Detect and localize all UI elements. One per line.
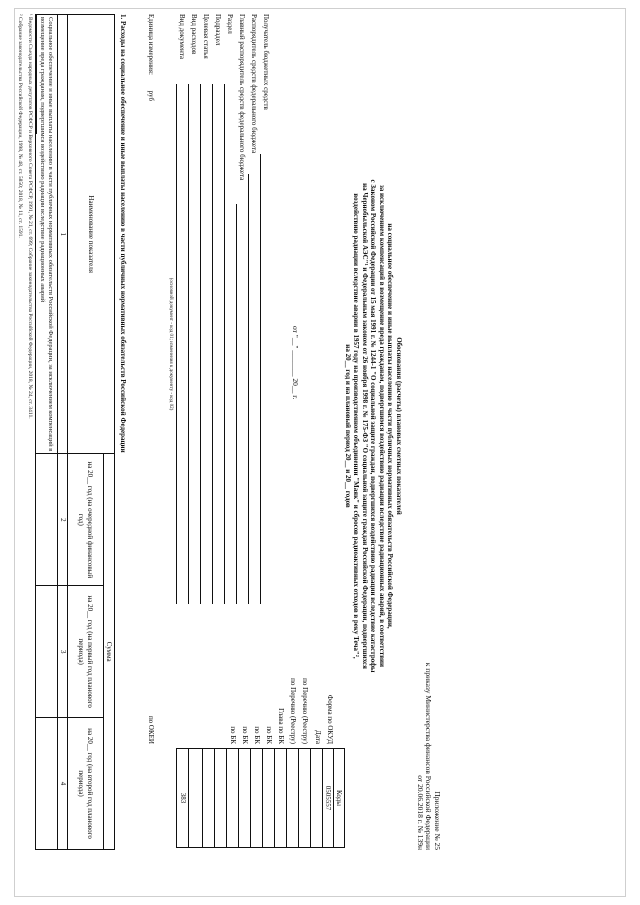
col-header-period: на 20__ год (на второй год планового периода) xyxy=(68,718,104,850)
bk-chapter-label: Глава по БК xyxy=(277,708,285,744)
requisites-block xyxy=(167,14,270,604)
okud-label: Форма по ОКУД xyxy=(326,694,334,744)
requisite-label: Главный распорядитель средств федерального бюджета xyxy=(238,14,246,181)
bk-label: по БК xyxy=(229,726,237,744)
code-cell xyxy=(239,749,251,848)
okei-code: 383 xyxy=(177,749,189,848)
requisite-row xyxy=(198,14,210,604)
requisite-row xyxy=(222,14,234,604)
requisite-row xyxy=(246,14,258,604)
title-line: на 20__ год и на плановый период 20__ и 20__ годов xyxy=(343,344,352,508)
rotated-document xyxy=(0,6,445,856)
code-cell xyxy=(227,749,239,848)
footnotes xyxy=(16,14,33,834)
document-title xyxy=(343,116,403,736)
appendix-header xyxy=(415,550,441,850)
registry-label: по Перечню (Реестру) xyxy=(301,678,309,744)
col-number: 4 xyxy=(58,718,68,850)
col-header-period: на 20__ год (на первый год планового периода) xyxy=(68,586,104,718)
title-line: за исключением компенсаций в возмещение вреда гражданам, подвергшимся воздействию радиации вследствие радиационных аварий, в соответствии xyxy=(377,184,386,668)
appendix-number: Приложение № 25 xyxy=(433,791,442,850)
code-cell xyxy=(215,749,227,848)
requisite-row xyxy=(186,14,198,604)
requisite-label: Получатель бюджетных средств xyxy=(262,14,270,110)
col-header-sum: Сумма xyxy=(104,454,115,850)
requisite-label: Подраздел xyxy=(214,14,222,46)
registry-label: по Перечню (Реестру) xyxy=(289,678,297,744)
bk-label: по БК xyxy=(241,726,249,744)
title-line: воздействию радиации вследствие аварии в 1957 году на производственном объединении "Маяк" и сбросов радиоактивных отходов в реку Теча"², xyxy=(352,193,361,659)
expenses-table xyxy=(35,14,115,850)
code-cell xyxy=(189,749,203,848)
title-line: Обоснования (расчеты) плановых сметных показателей xyxy=(395,337,403,515)
code-cell xyxy=(287,749,299,848)
unit-label: Единица измерения: xyxy=(147,14,155,75)
date-code-cell xyxy=(311,749,323,848)
row-description: Социальное обеспечение и иные выплаты населению в части публичных нормативных обязательств Российской Федерации, за исключением компенсаций в возмещение вреда гражданам, подвергшимся воздействию радиации вследствие радиационных аварий xyxy=(36,15,58,454)
requisite-row xyxy=(174,14,186,604)
col-number: 2 xyxy=(58,454,68,586)
bk-label: по БК xyxy=(253,726,261,744)
code-cell xyxy=(251,749,263,848)
document-type-note: (основной документ - код 01; изменения к документу - код 02) xyxy=(168,277,173,411)
code-cell xyxy=(299,749,311,848)
code-cell xyxy=(263,749,275,848)
unit-row xyxy=(147,14,155,101)
title-line: на социальное обеспечение и иные выплаты населению в части публичных нормативных обязательств Российской Федерации, xyxy=(386,223,395,629)
codes-table xyxy=(176,748,345,848)
requisite-row xyxy=(258,14,270,604)
requisite-label: Вид документа xyxy=(178,14,186,60)
requisite-row xyxy=(210,14,222,604)
footnote: ² Собрание законодательства Российской Федерации, 1998, № 48, ст. 5850; 2018, № 11, ст. 1591. xyxy=(16,14,23,238)
requisite-label: Целевая статья xyxy=(202,14,210,59)
requisite-label: Распорядитель средств федерального бюджета xyxy=(250,14,258,154)
okei-label: по ОКЕИ xyxy=(147,715,155,744)
col-number: 3 xyxy=(58,586,68,718)
requisite-label: Раздел xyxy=(226,14,234,34)
title-line: на Чернобыльской АЭС"¹ и Федеральным законом от 26 ноября 1998 г. № 175-ФЗ "О социальной защите граждан Российской Федерации, подвергшихся xyxy=(360,183,369,669)
bk-label: по БК xyxy=(265,726,273,744)
footnote-divider xyxy=(36,14,37,134)
value-cell xyxy=(36,718,58,850)
title-line: с Законом Российской Федерации от 15 мая 1991 г. № 1244-1 "О социальной защите граждан, подвергшихся воздействию радиации вследствие катастрофы xyxy=(369,179,378,673)
footnote: ¹ Ведомости Съезда народных депутатов РСФСР и Верховного Совета РСФСР, 1991, № 21, ст. 699; Собрание законодательства Российской Федерации, 2018, № 24, ст. 3411. xyxy=(27,14,33,419)
col-header-name: Наименование показателя xyxy=(68,15,115,454)
unit-value: руб xyxy=(147,90,155,102)
order-reference: к приказу Министерства финансов Российской Федерации xyxy=(424,662,434,850)
table-row xyxy=(36,15,58,850)
codes-header: Коды xyxy=(334,749,345,848)
document-date: от "__" _______ 20__ г. xyxy=(291,326,300,400)
section-title: 1. Расходы на социальное обеспечение и иные выплаты населению в части публичных нормативных обязательств Российской Федерации xyxy=(119,14,127,453)
value-cell xyxy=(36,586,58,718)
requisite-row xyxy=(234,14,246,604)
requisite-label: Вид расходов xyxy=(190,14,198,55)
value-cell xyxy=(36,454,58,586)
date-label: Дата xyxy=(314,730,322,744)
code-cell xyxy=(275,749,287,848)
col-header-period: на 20__ год (на очередной финансовый год) xyxy=(68,454,104,586)
code-cell xyxy=(203,749,215,848)
okud-code: 0505557 xyxy=(323,749,334,848)
col-number: 1 xyxy=(58,15,68,454)
order-date: от 20.06.2018 г. № 139н xyxy=(415,775,425,850)
